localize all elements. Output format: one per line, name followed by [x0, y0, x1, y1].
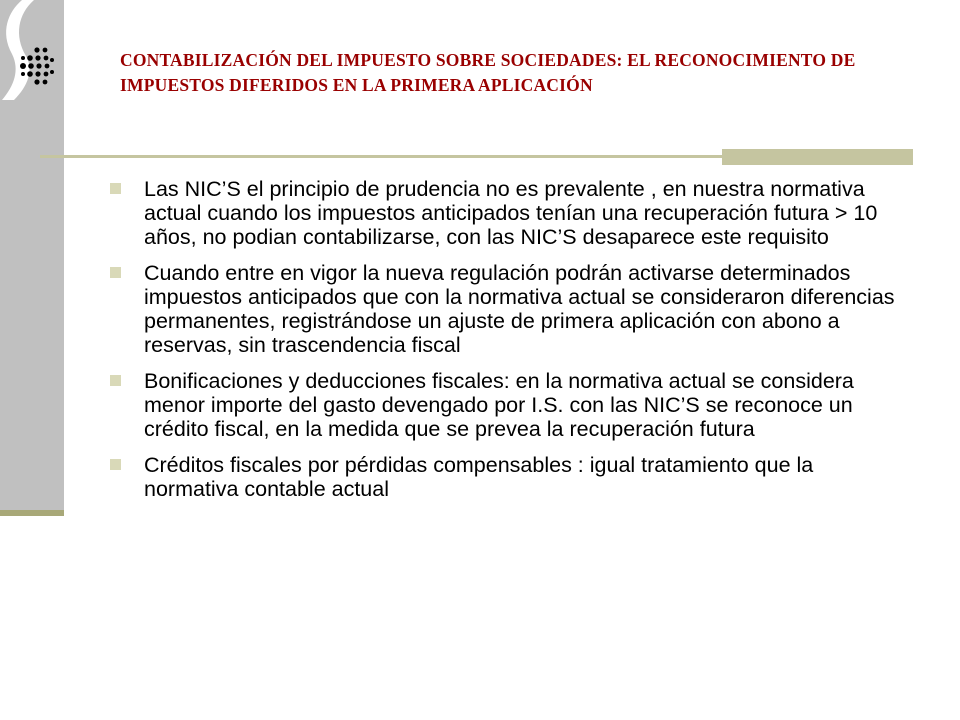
bullet-text-2: Cuando entre en vigor la nueva regulación podrán activarse determinados impuestos anticipados que con la normativa actual se consideraron diferencias permanentes, registrándose un ajuste de primera aplicación con abono a reservas, sin trascendencia fiscal: [144, 261, 895, 357]
bullet-text-1: Las NIC’S el principio de prudencia no es prevalente , en nuestra normativa actual cuando los impuestos anticipados tenían una recuperación futura > 10 años, no podian contabilizarse, con las NIC’S desaparece este requisito: [144, 177, 878, 249]
bullet-text-4: Créditos fiscales por pérdidas compensables : igual tratamiento que la normativa contable actual: [144, 453, 814, 501]
bullet-item-4: [108, 453, 908, 501]
bullet-list: [108, 177, 908, 513]
logo-swoosh-shape: [2, 0, 34, 100]
square-bullet-icon: [110, 375, 121, 386]
bullet-item-2: [108, 261, 908, 357]
bullet-item-3: [108, 369, 908, 441]
square-bullet-icon: [110, 459, 121, 470]
square-bullet-icon: [110, 267, 121, 278]
bullet-item-1: [108, 177, 908, 249]
bullet-text-3: Bonificaciones y deducciones fiscales: en la normativa actual se considera menor importe del gasto devengado por I.S. con las NIC’S se reconoce un crédito fiscal, en la medida que se prevea la recuperación futura: [144, 369, 854, 441]
title-divider-accent: [722, 149, 913, 165]
square-bullet-icon: [110, 183, 121, 194]
slide-title: CONTABILIZACIÓN DEL IMPUESTO SOBRE SOCIEDADES: EL RECONOCIMIENTO DE IMPUESTOS DIFERIDOS EN LA PRIMERA APLICACIÓN: [120, 50, 856, 95]
sidebar-foot-accent: [0, 510, 64, 516]
swoosh-dots-logo: [0, 0, 64, 100]
